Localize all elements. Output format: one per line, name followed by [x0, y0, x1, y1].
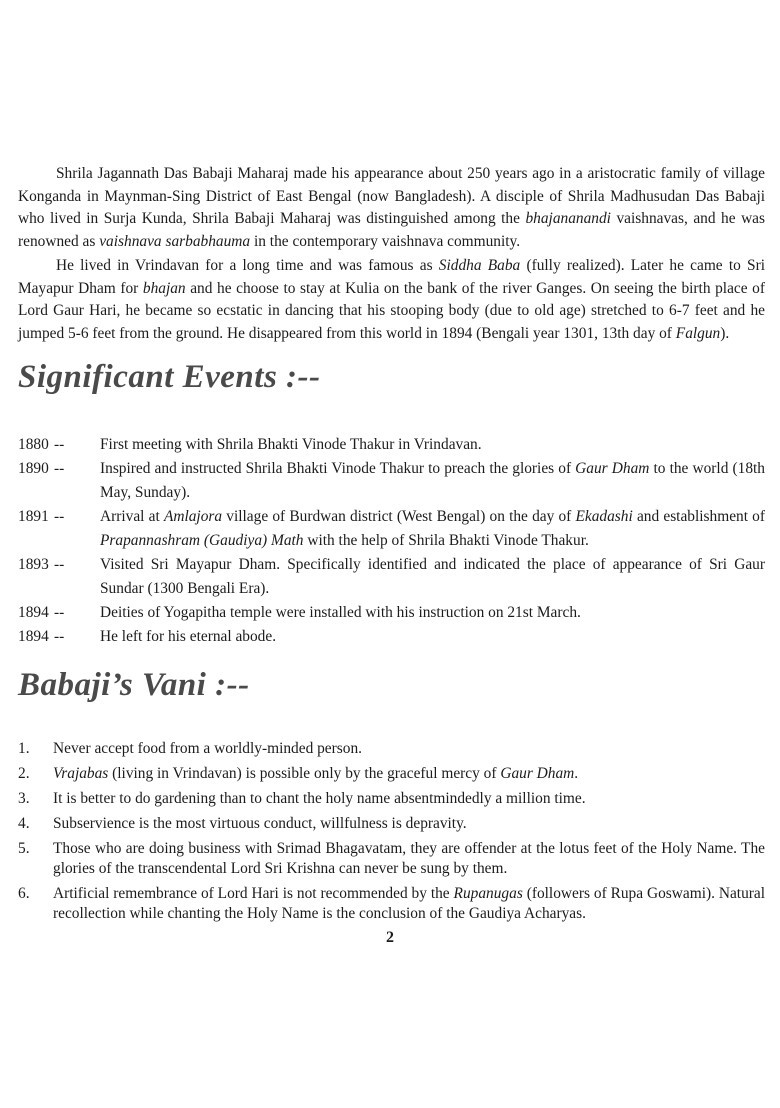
- text-run: .: [574, 764, 579, 782]
- vani-number: 6.: [18, 884, 30, 902]
- italic-term: vaishnava sarbabhauma: [99, 233, 251, 251]
- event-dash: --: [54, 555, 65, 573]
- text-run: Those who are doing business with Srimad Bhagavatam, they are offender at the lotus feet of the Holy Name. The glories of the transcendental Lord Sri Krishna can never be sung by them.: [53, 839, 765, 877]
- significant-events-heading: Significant Events :--: [18, 358, 321, 395]
- event-year: 1894: [18, 627, 49, 645]
- event-dash: --: [54, 507, 65, 525]
- text-run: to the world (18th May, Sunday).: [100, 459, 765, 501]
- italic-term: Prapannashram (Gaudiya) Math: [100, 531, 304, 549]
- italic-term: Gaur Dham: [500, 764, 575, 782]
- event-row: [18, 457, 765, 505]
- text-run: (living in Vrindavan) is possible only by the graceful mercy of: [108, 764, 501, 782]
- vani-number: 1.: [18, 739, 30, 757]
- text-run: vaishnavas, and he was renowned as: [18, 210, 765, 251]
- event-description: [100, 601, 765, 625]
- event-description: [100, 433, 765, 457]
- vani-item: [18, 789, 765, 809]
- event-dash: --: [54, 459, 65, 477]
- event-dash: --: [54, 603, 65, 621]
- event-year: 1894: [18, 603, 49, 621]
- events-list: [18, 433, 765, 649]
- text-run: Arrival at: [100, 507, 164, 525]
- italic-term: Amlajora: [163, 507, 223, 525]
- vani-item: [18, 839, 765, 879]
- italic-term: bhajan: [142, 279, 186, 297]
- italic-term: Gaur Dham: [575, 459, 650, 477]
- vani-list: [18, 739, 765, 924]
- vani-text: [53, 739, 765, 759]
- page-content: [18, 163, 765, 929]
- intro-paragraph-1: [18, 163, 765, 254]
- italic-term: Ekadashi: [575, 507, 633, 525]
- babaji-vani-heading: Babaji’s Vani :--: [18, 666, 250, 703]
- vani-number: 3.: [18, 789, 30, 807]
- event-description: [100, 505, 765, 553]
- text-run: Subservience is the most virtuous conduct, willfulness is depravity.: [53, 814, 467, 832]
- vani-text: [53, 839, 765, 879]
- event-dash: --: [54, 627, 65, 645]
- event-row: [18, 505, 765, 553]
- vani-text: [53, 814, 765, 834]
- text-run: ).: [720, 324, 730, 342]
- event-row: [18, 625, 765, 649]
- italic-term: Rupanugas: [453, 884, 523, 902]
- text-run: in the contemporary vaishnava community.: [250, 233, 521, 251]
- vani-number: 5.: [18, 839, 30, 857]
- event-description: [100, 457, 765, 505]
- text-run: with the help of Shrila Bhakti Vinode Thakur.: [303, 531, 589, 549]
- text-run: and he choose to stay at Kulia on the bank of the river Ganges. On seeing the birth place of Lord Gaur Hari, he became so ecstatic in dancing that his stooping body (due to old age) stretched to 6-7 feet and he jumped 5-6 feet from the ground. He disappeared from this world in 1894 (Bengali year 1301, 13th day of: [18, 279, 765, 342]
- italic-term: bhajananandi: [525, 210, 611, 228]
- text-run: Inspired and instructed Shrila Bhakti Vinode Thakur to preach the glories of: [100, 459, 576, 477]
- event-row: [18, 433, 765, 457]
- text-run: First meeting with Shrila Bhakti Vinode Thakur in Vrindavan.: [100, 435, 482, 453]
- text-run: He left for his eternal abode.: [100, 627, 277, 645]
- vani-number: 4.: [18, 814, 30, 832]
- event-dash: --: [54, 435, 65, 453]
- event-row: [18, 601, 765, 625]
- text-run: He lived in Vrindavan for a long time and was famous as: [56, 256, 439, 274]
- event-row: [18, 553, 765, 601]
- italic-term: Vrajabas: [53, 764, 109, 782]
- vani-text: [53, 789, 765, 809]
- vani-item: [18, 739, 765, 759]
- page-number: 2: [386, 929, 394, 946]
- event-description: [100, 625, 765, 649]
- event-description: [100, 553, 765, 601]
- text-run: village of Burdwan district (West Bengal) on the day of: [222, 507, 576, 525]
- italic-term: Siddha Baba: [438, 256, 521, 274]
- vani-text: [53, 884, 765, 924]
- text-run: Never accept food from a worldly-minded person.: [53, 739, 362, 757]
- event-year: 1893: [18, 555, 49, 573]
- intro-paragraph-2: [18, 255, 765, 346]
- text-run: Shrila Jagannath Das Babaji Maharaj made his appearance about 250 years ago in a aristocratic family of village Konganda in Maynman-Sing District of East Bengal (now Bangladesh). A disciple of Shrila Madhusudan Das Babaji who lived in Surja Kunda, Shrila Babaji Maharaj was distinguished among the: [18, 165, 765, 228]
- event-year: 1880: [18, 435, 49, 453]
- text-run: (followers of Rupa Goswami). Natural recollection while chanting the Holy Name is the conclusion of the Gaudiya Acharyas.: [53, 884, 765, 922]
- vani-item: [18, 814, 765, 834]
- event-year: 1890: [18, 459, 49, 477]
- text-run: Artificial remembrance of Lord Hari is not recommended by the: [53, 884, 454, 902]
- italic-term: Falgun: [675, 324, 721, 342]
- vani-text: [53, 764, 765, 784]
- text-run: and establishment of: [632, 507, 766, 525]
- text-run: It is better to do gardening than to chant the holy name absentmindedly a million time.: [53, 789, 586, 807]
- vani-item: [18, 764, 765, 784]
- text-run: Deities of Yogapitha temple were installed with his instruction on 21st March.: [100, 603, 581, 621]
- text-run: Visited Sri Mayapur Dham. Specifically identified and indicated the place of appearance of Sri Gaur Sundar (1300 Bengali Era).: [100, 555, 765, 597]
- event-year: 1891: [18, 507, 49, 525]
- vani-item: [18, 884, 765, 924]
- text-run: (fully realized). Later he came to Sri Mayapur Dham for: [18, 256, 765, 297]
- vani-number: 2.: [18, 764, 30, 782]
